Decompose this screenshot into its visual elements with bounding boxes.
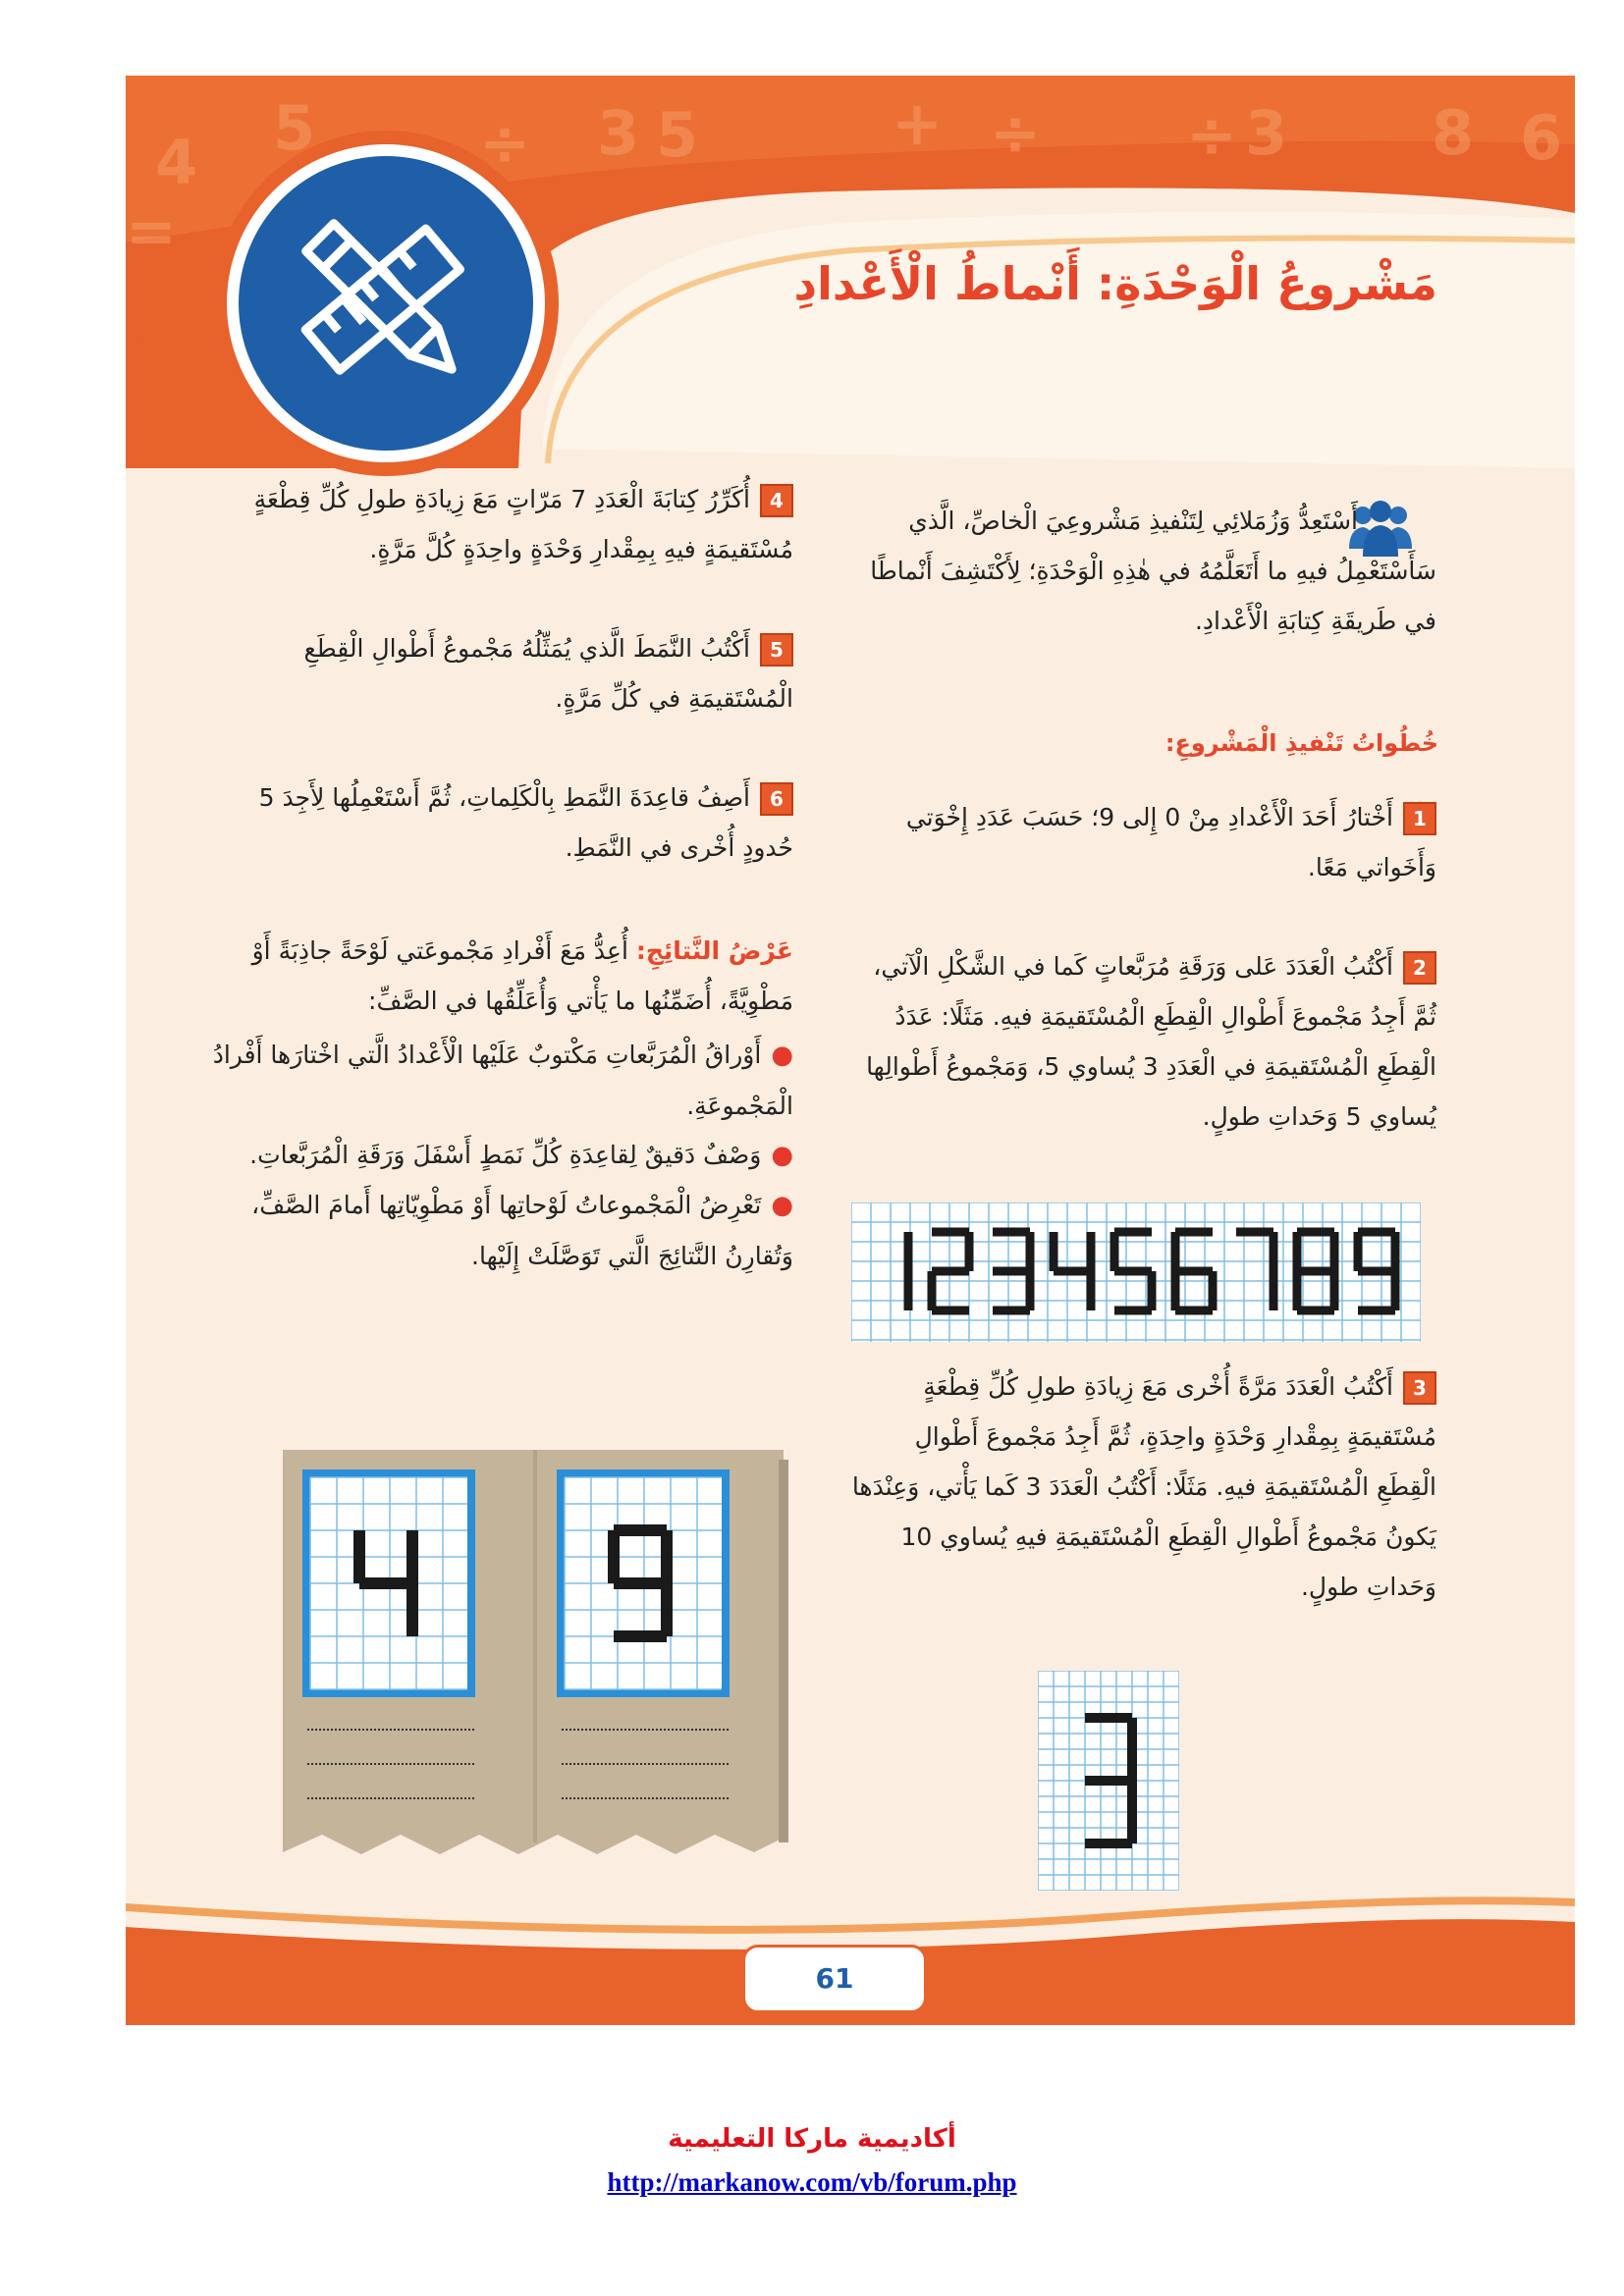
svg-text:+: + <box>892 87 943 159</box>
results-bullet-3 <box>204 1180 793 1281</box>
svg-text:÷: ÷ <box>990 97 1041 169</box>
step-text: أَصِفُ قاعِدَةَ النَّمَطِ بِالْكَلِماتِ، ثُمَّ أَسْتَعْمِلُها لِأَجِدَ 5 حُدودٍ أُخْرى في النَّمَطِ. <box>258 783 793 862</box>
bullet-text: وَصْفٌ دَقيقٌ لِقاعِدَةِ كُلِّ نَمَطٍ أَسْفَلَ وَرَقَةِ الْمُرَبَّعاتِ. <box>249 1141 762 1169</box>
step-text: أَكْتُبُ الْعَدَدَ مَرَّةً أُخْرى مَعَ زِيادَةِ طولِ كُلِّ قِطْعَةٍ مُسْتَقيمَةٍ بِمِقْدارِ وَحْدَةٍ واحِدَةٍ، ثُمَّ أَجِدُ مَجْموعَ أَطْوالِ الْقِطَعِ الْمُسْتَقيمَةِ فيهِ. مَثَلًا: أَكْتُبُ الْعَدَدَ 3 كَما يَأْتي، وَعِنْدَها يَكونُ مَجْموعُ أَطْوالِ الْقِطَعِ الْمُسْتَقيمَةِ فيهِ يُساوي 10 وَحَداتِ طولٍ. <box>851 1372 1436 1601</box>
card-digit-grid-left <box>302 1469 475 1697</box>
results-text: أُعِدُّ مَعَ أَفْرادِ مَجْموعَتي لَوْحَةً جاذِبَةً أَوْ مَطْوِيَّةً، أُضَمِّنُها ما يَأْتي وَأُعَلِّقُها في الصَّفِّ: <box>251 936 793 1015</box>
dotted-line <box>562 1797 729 1799</box>
title-part-2: أَنْماطُ الْأَعْدادِ <box>793 257 1081 310</box>
svg-text:3: 3 <box>597 97 640 169</box>
title-part-1: مَشْروعُ الْوَحْدَةِ: <box>1096 257 1437 310</box>
svg-text:÷: ÷ <box>479 107 530 179</box>
svg-text:4: 4 <box>155 127 198 198</box>
intro-paragraph: أَسْتَعِدُّ وَزُمَلائِي لِتَنْفيذِ مَشْروعِيَ الْخاصِّ، الَّذي سَأَسْتَعْمِلُ فيهِ ما أَتَعَلَّمُهُ في هٰذِهِ الْوَحْدَةِ؛ لِأَكْتَشِفَ أَنْماطًا في طَريقَةِ كِتابَةِ الْأَعْدادِ. <box>870 507 1436 635</box>
footer-link[interactable] <box>0 2167 1624 2198</box>
step-number-badge: 5 <box>760 633 793 667</box>
card-digit-grid-right <box>557 1469 730 1697</box>
bullet-text: تَعْرِضُ الْمَجْموعاتُ لَوْحاتِها أَوْ مَطْوِيّاتِها أَمامَ الصَّفِّ، وَتُقارِنُ النَّتائِجَ الَّتي تَوَصَّلَتْ إِلَيْها. <box>251 1191 793 1270</box>
results-label: عَرْضُ النَّتائِجِ: <box>635 936 793 965</box>
step-number-badge: 6 <box>760 782 793 816</box>
dotted-line <box>562 1763 729 1765</box>
dotted-line <box>562 1729 729 1731</box>
step-3 <box>847 1362 1436 1612</box>
svg-text:3: 3 <box>1245 97 1288 169</box>
step-number-badge: 3 <box>1403 1371 1436 1405</box>
example-digit-grid <box>1038 1671 1179 1891</box>
step-text: أُكَرِّرُ كِتابَةَ الْعَدَدِ 7 مَرّاتٍ مَعَ زِيادَةِ طولِ كُلِّ قِطْعَةٍ مُسْتَقيمَةٍ فيهِ بِمِقْدارِ وَحْدَةٍ واحِدَةٍ كُلَّ مَرَّةٍ. <box>253 485 793 563</box>
svg-text:8: 8 <box>1432 97 1475 169</box>
results-bullet-1 <box>204 1030 793 1131</box>
footer-url[interactable]: http://markanow.com/vb/forum.php <box>607 2167 1017 2197</box>
step-4 <box>204 474 793 574</box>
step-number-badge: 1 <box>1403 802 1436 835</box>
step-6 <box>204 773 793 873</box>
digits-strip-grid <box>851 1202 1421 1342</box>
steps-heading: خُطُواتُ تَنْفيذِ الْمَشْروعِ: <box>1164 729 1438 757</box>
bullet-icon: ● <box>771 1141 793 1170</box>
step-number-badge: 2 <box>1403 951 1436 985</box>
svg-text:5: 5 <box>656 99 699 171</box>
svg-text:5: 5 <box>273 92 316 164</box>
step-2 <box>847 941 1436 1142</box>
dotted-line <box>307 1729 474 1731</box>
dotted-line <box>307 1763 474 1765</box>
step-text: أَكْتُبُ النَّمَطَ الَّذي يُمَثِّلُهُ مَجْموعُ أَطْوالِ الْقِطَعِ الْمُسْتَقيمَةِ في كُلِّ مَرَّةٍ. <box>303 634 793 713</box>
dotted-line <box>307 1797 474 1799</box>
page-number: 61 <box>815 1962 854 1995</box>
bullet-icon: ● <box>771 1191 793 1220</box>
step-1 <box>847 792 1436 892</box>
page-title <box>794 257 1437 310</box>
step-number-badge: 4 <box>760 484 793 517</box>
bullet-icon: ● <box>771 1041 793 1070</box>
results-bullet-2 <box>204 1130 793 1181</box>
page <box>126 76 1575 2025</box>
step-5 <box>204 623 793 723</box>
project-emblem <box>227 144 545 462</box>
results-paragraph <box>204 926 793 1026</box>
svg-text:÷: ÷ <box>1186 99 1237 171</box>
step-text: أَكْتُبُ الْعَدَدَ عَلى وَرَقَةِ مُرَبَّعاتٍ كَما في الشَّكْلِ الْآتي، ثُمَّ أَجِدُ مَجْموعَ أَطْوالِ الْقِطَعِ الْمُسْتَقيمَةِ فيهِ. مَثَلًا: عَدَدُ الْقِطَعِ الْمُسْتَقيمَةِ في الْعَدَدِ 3 يُساوي 5، وَمَجْموعُ أَطْوالِها يُساوي 5 وَحَداتِ طولٍ. <box>866 952 1436 1131</box>
svg-text:6: 6 <box>1520 102 1563 174</box>
bullet-text: أَوْراقُ الْمُرَبَّعاتِ مَكْتوبٌ عَلَيْها الْأَعْدادُ الَّتي اخْتارَها أَفْرادُ الْمَجْموعَةِ. <box>212 1041 793 1120</box>
page-number-box <box>742 1945 927 2013</box>
ruler-pencil-icon <box>239 156 533 451</box>
svg-text:=: = <box>126 195 177 267</box>
step-text: أَخْتارُ أَحَدَ الْأَعْدادِ مِنْ 0 إِلى 9؛ حَسَبَ عَدَدِ إِخْوَتي وَأَخَواتي مَعًا. <box>905 803 1436 881</box>
footer-name: أكاديمية ماركا التعليمية <box>668 2124 956 2154</box>
